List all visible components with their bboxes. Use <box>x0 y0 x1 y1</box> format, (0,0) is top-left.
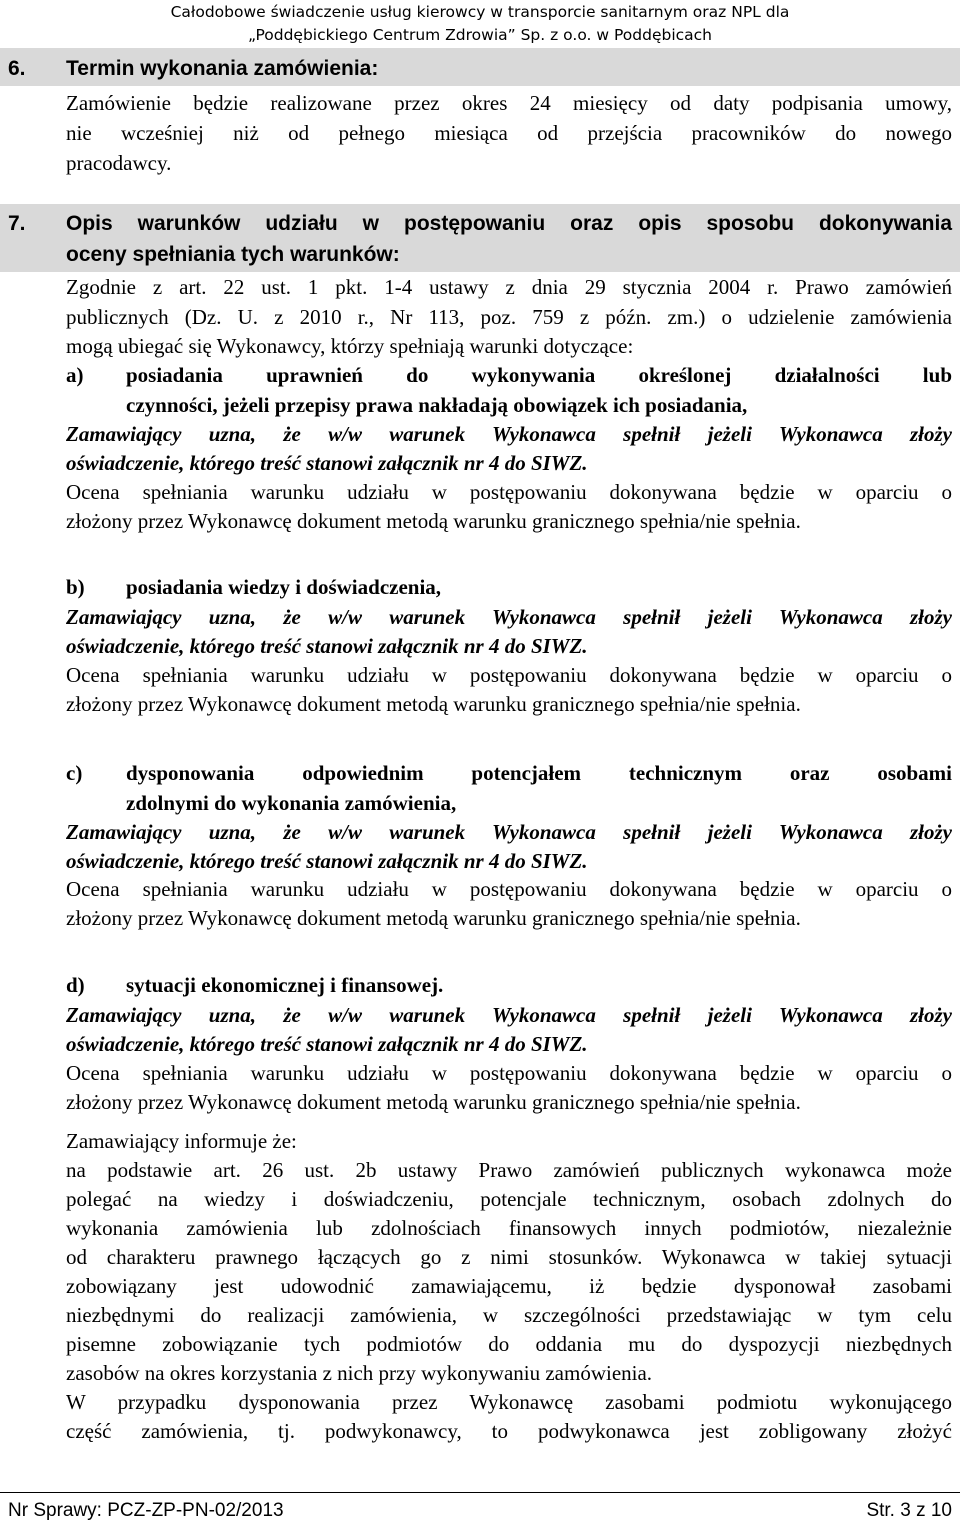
condition-d-evaluation-line-2: złożony przez Wykonawcę dokument metodą warunku granicznego spełnia/nie spełnia. <box>66 1090 801 1114</box>
info-line: na podstawie art. 26 ust. 2b ustawy Prawo zamówień publicznych wykonawca może <box>66 1158 952 1182</box>
condition-c-title-line-2: zdolnymi do wykonania zamówienia, <box>126 791 457 815</box>
footer-case-number: Nr Sprawy: PCZ-ZP-PN-02/2013 <box>8 1500 284 1521</box>
condition-b-evaluation-line-2: złożony przez Wykonawcę dokument metodą warunku granicznego spełnia/nie spełnia. <box>66 692 801 716</box>
section-7-intro-line: publicznych (Dz. U. z 2010 r., Nr 113, poz. 759 z późn. zm.) o udzielenie zamówienia <box>66 305 952 329</box>
section-7-title-line-1: Opis warunków udziału w postępowaniu oraz opis sposobu dokonywania <box>66 212 952 235</box>
info-line: wykonania zamówienia lub zdolnościach finansowych innych podmiotów, niezależnie <box>66 1216 952 1240</box>
condition-a-title-line-1: posiadania uprawnień do wykonywania określonej działalności lub <box>126 363 952 387</box>
condition-b-declaration-line-1: Zamawiający uzna, że w/w warunek Wykonawca spełnił jeżeli Wykonawca złoży <box>66 605 952 629</box>
condition-d-declaration-line-1: Zamawiający uzna, że w/w warunek Wykonawca spełnił jeżeli Wykonawca złoży <box>66 1003 952 1027</box>
condition-a-declaration-line-1: Zamawiający uzna, że w/w warunek Wykonawca spełnił jeżeli Wykonawca złoży <box>66 422 952 446</box>
section-6-title: Termin wykonania zamówienia: <box>66 57 379 80</box>
info-line: polegać na wiedzy i doświadczeniu, potencjale technicznym, osobach zdolnych do <box>66 1187 952 1211</box>
info-line: zobowiązany jest udowodnić zamawiającemu, iż będzie dysponował zasobami <box>66 1274 952 1298</box>
condition-a-label: a) <box>66 363 84 387</box>
section-6-number: 6. <box>8 57 26 80</box>
condition-d-declaration-line-2: oświadczenie, którego treść stanowi załącznik nr 4 do SIWZ. <box>66 1032 588 1056</box>
condition-a-evaluation-line-1: Ocena spełniania warunku udziału w postępowaniu dokonywana będzie w oparciu o <box>66 480 952 504</box>
info-heading: Zamawiający informuje że: <box>66 1129 297 1153</box>
condition-d-label: d) <box>66 973 85 997</box>
info-line: od charakteru prawnego łączących go z nimi stosunków. Wykonawca w takiej sytuacji <box>66 1245 952 1269</box>
condition-c-label: c) <box>66 761 83 785</box>
condition-b-title-line-1: posiadania wiedzy i doświadczenia, <box>126 575 442 599</box>
document-header <box>0 0 960 49</box>
condition-d-title-line-1: sytuacji ekonomicznej i finansowej. <box>126 973 444 997</box>
condition-d-evaluation-line-1: Ocena spełniania warunku udziału w postępowaniu dokonywana będzie w oparciu o <box>66 1061 952 1085</box>
section-7-intro-line: Zgodnie z art. 22 ust. 1 pkt. 1-4 ustawy z dnia 29 stycznia 2004 r. Prawo zamówień <box>66 275 952 299</box>
header-line-1: Całodobowe świadczenie usług kierowcy w transporcie sanitarnym oraz NPL dla <box>170 3 790 21</box>
info-line: zasobów na okres korzystania z nich przy wykonywaniu zamówienia. <box>66 1361 653 1385</box>
section-7-number: 7. <box>8 212 26 235</box>
info-line: niezbędnymi do realizacji zamówienia, w szczególności przedstawiając w tym celu <box>66 1303 952 1327</box>
section-6-line: Zamówienie będzie realizowane przez okres 24 miesięcy od daty podpisania umowy, <box>66 91 952 115</box>
info-line: W przypadku dysponowania przez Wykonawcę zasobami podmiotu wykonującego <box>66 1390 952 1414</box>
condition-b-declaration-line-2: oświadczenie, którego treść stanowi załącznik nr 4 do SIWZ. <box>66 634 588 658</box>
condition-c-declaration-line-2: oświadczenie, którego treść stanowi załącznik nr 4 do SIWZ. <box>66 849 588 873</box>
condition-a-evaluation-line-2: złożony przez Wykonawcę dokument metodą warunku granicznego spełnia/nie spełnia. <box>66 509 801 533</box>
info-line: pisemne zobowiązanie tych podmiotów do oddania mu do dyspozycji niezbędnych <box>66 1332 952 1356</box>
footer-page-number: Str. 3 z 10 <box>866 1500 952 1521</box>
condition-b-evaluation-line-1: Ocena spełniania warunku udziału w postępowaniu dokonywana będzie w oparciu o <box>66 663 952 687</box>
section-6-line: nie wcześniej niż od pełnego miesiąca od przejścia pracowników do nowego <box>66 121 952 145</box>
condition-a-declaration-line-2: oświadczenie, którego treść stanowi załącznik nr 4 do SIWZ. <box>66 451 588 475</box>
condition-c-evaluation-line-1: Ocena spełniania warunku udziału w postępowaniu dokonywana będzie w oparciu o <box>66 877 952 901</box>
header-line-2: „Poddębickiego Centrum Zdrowia” Sp. z o.o. w Poddębicach <box>247 26 712 44</box>
condition-c-evaluation-line-2: złożony przez Wykonawcę dokument metodą warunku granicznego spełnia/nie spełnia. <box>66 906 801 930</box>
section-7-intro-line: mogą ubiegać się Wykonawcy, którzy spełniają warunki dotyczące: <box>66 334 634 358</box>
condition-c-declaration-line-1: Zamawiający uzna, że w/w warunek Wykonawca spełnił jeżeli Wykonawca złoży <box>66 820 952 844</box>
condition-a-title-line-2: czynności, jeżeli przepisy prawa nakładają obowiązek ich posiadania, <box>126 393 748 417</box>
section-7-title-line-2: oceny spełniania tych warunków: <box>66 243 400 266</box>
info-line: część zamówienia, tj. podwykonawcy, to podwykonawca jest zobligowany złożyć <box>66 1419 952 1443</box>
section-6-line: pracodawcy. <box>66 151 172 175</box>
condition-b-label: b) <box>66 575 85 599</box>
footer-rule <box>0 1492 960 1493</box>
condition-c-title-line-1: dysponowania odpowiednim potencjałem technicznym oraz osobami <box>126 761 952 785</box>
